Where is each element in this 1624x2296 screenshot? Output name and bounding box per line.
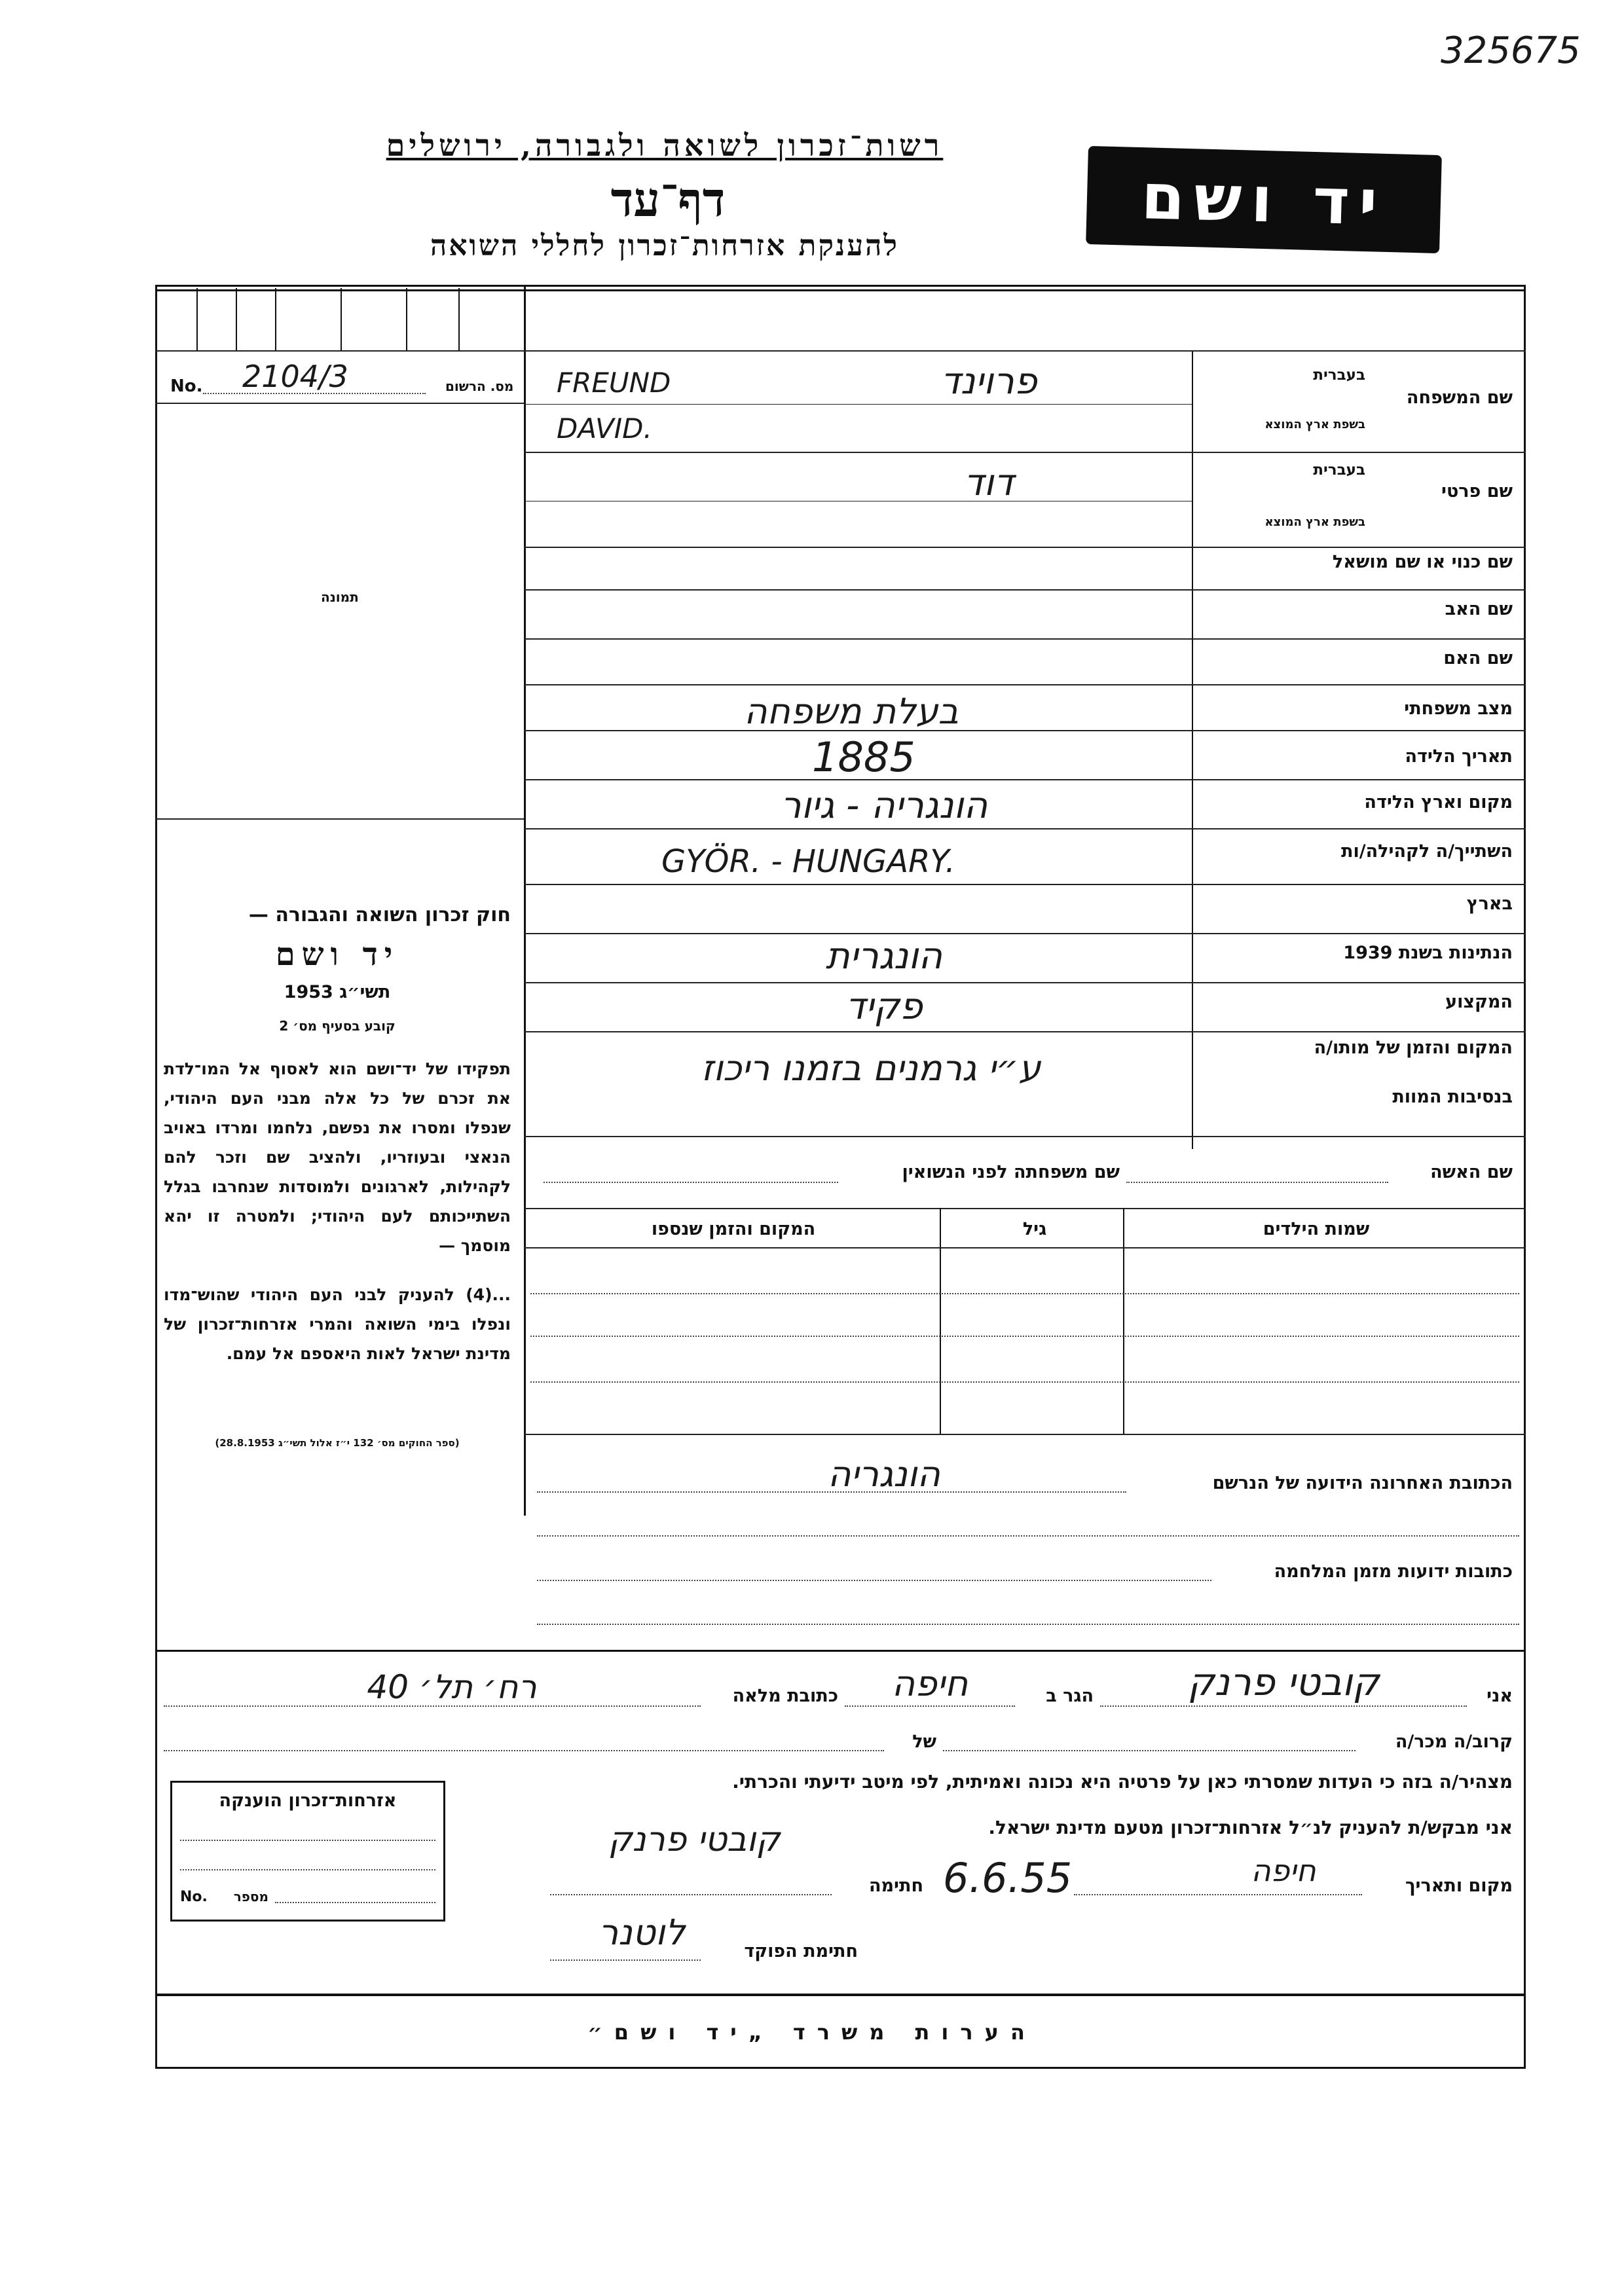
citizenship-number-label: מספר [233, 1889, 268, 1904]
last-address-label: הכתובת האחרונה הידועה של הנרשם [1212, 1473, 1513, 1493]
family-name-hebrew-label: בעברית [1313, 367, 1365, 384]
officer-signature: לוטנר [598, 1912, 686, 1953]
profession-label: המקצוע [1445, 992, 1513, 1012]
first-name-hebrew: דוד [963, 462, 1014, 504]
death-circumstances-label: בנסיבות המוות [1392, 1087, 1513, 1107]
first-name-label: שם פרטי [1441, 481, 1513, 501]
declaration-place: חיפה [1251, 1853, 1316, 1888]
law-title: חוק זכרון השואה והגבורה — [248, 903, 511, 926]
full-address-label: כתובת מלאה [732, 1686, 838, 1706]
law-clause: קובע בסעיף מס׳ 2 [279, 1018, 396, 1034]
declarant-i-label: אני [1486, 1686, 1513, 1706]
marital-label: מצב משפחתי [1404, 699, 1513, 719]
declarant-name: קובטי פרנק [1187, 1660, 1380, 1704]
birth-date-label: תאריך הלידה [1405, 746, 1513, 767]
family-name-label: שם המשפחה [1406, 388, 1513, 408]
maiden-name-label: שם משפחתה לפני הנשואין [902, 1162, 1120, 1182]
yad-vashem-logo: יד ושם [1086, 146, 1442, 253]
community-value: GYÖR. - HUNGARY. [661, 843, 955, 880]
first-name-latin: DAVID. [557, 412, 652, 445]
children-header-names: שמות הילדים [1263, 1219, 1370, 1239]
law-source: (ספר החוקים מס׳ 132 י״ז אלול תשי״ג 28.8.1953) [215, 1437, 460, 1449]
of-label: של [912, 1732, 936, 1752]
marital-value: בעלת משפחה [744, 691, 959, 732]
first-name-hebrew-label: בעברית [1313, 462, 1365, 479]
family-name-country-label: בשפת ארץ המוצא [1264, 418, 1365, 431]
registration-no-value: 2104/3 [242, 359, 348, 394]
officer-signature-label: חתימת הפוקד [744, 1941, 858, 1961]
wife-label: שם האשה [1430, 1162, 1513, 1182]
birth-place-label: מקום וארץ הלידה [1364, 792, 1513, 812]
community-label: השתייך/ה לקהילה/ות [1341, 841, 1513, 862]
signature-label: חתימה [868, 1876, 923, 1896]
registration-no-label: No. [170, 376, 203, 396]
office-notes: הערות משרד „יד ושם״ [587, 2020, 1037, 2045]
citizenship-no-label: No. [180, 1889, 208, 1905]
citizenship-granted-title: אזרחות־זכרון הוענקה [219, 1791, 397, 1811]
children-header-place: המקום והזמן שנספו [651, 1219, 816, 1239]
archive-number: 325675 [1441, 29, 1581, 72]
statement-2: אני מבקש/ת להעניק לנ״ל אזרחות־זכרון מטעם מדינת ישראל. [988, 1817, 1513, 1838]
form-subtitle: להענקת אזרחות־זכרון לחללי השואה [430, 229, 899, 263]
authority-line: רשות־זכרון לשואה ולגבורה, ירושלים [386, 128, 944, 163]
first-name-country-label: בשפת ארץ המוצא [1264, 515, 1365, 529]
wartime-address-label: כתובות ידועות מזמן המלחמה [1274, 1561, 1513, 1582]
declaration-date: 6.6.55 [943, 1854, 1073, 1902]
statement-1: מצהיר/ה בזה כי העדות שמסרתי כאן על פרטיה היא נכונה ואמיתית, לפי מיטב ידיעתי והכרתי. [732, 1771, 1513, 1793]
nickname-label: שם כנוי או שם מושאל [1332, 552, 1513, 572]
father-label: שם האב [1445, 599, 1513, 619]
family-name-latin: FREUND [557, 367, 671, 399]
place-date-label: מקום ותאריך [1405, 1876, 1513, 1896]
citizenship-1939-value: הונגרית [825, 935, 943, 977]
law-name: יד ושם [275, 936, 399, 973]
birth-place-value: הונגריה - גיור [780, 784, 988, 827]
citizenship-1939-label: הנתינות בשנת 1939 [1343, 943, 1513, 963]
relative-label: קרוב/ה מכר/ה [1395, 1732, 1513, 1752]
country-label: בארץ [1466, 894, 1513, 914]
resident-label: הגר ב [1046, 1686, 1094, 1706]
law-text-2: ...(4) להעניק לבני העם היהודי שהוש־מדו ונפלו בימי השואה והמרי אזרחות־זכרון של מדינת ישראל לאות היאספם אל עמם. [164, 1285, 511, 1363]
profession-value: פקיד [845, 985, 923, 1028]
birth-date-value: 1885 [812, 733, 915, 781]
death-value: ע״י גרמנים בזמנו ריכוז [701, 1048, 1041, 1089]
photo-label: תמונה [321, 589, 359, 605]
death-label: המקום והזמן של מותו/ה [1314, 1038, 1513, 1058]
children-header-age: גיל [1022, 1219, 1047, 1239]
declarant-signature: קובטי פרנק [608, 1820, 781, 1859]
law-text-1: תפקידו של יד־ושם הוא לאסוף אל המו־לדת את זכרם של כל אלה מבני העם היהודי, שנפלו ומסרו את נפשם, נלחמו ומרדו באויב הנאצי ובעוזריו, ולהציב שם וזכר להם לקהילות, לארגונים ולמוסדות שנחרבו בגלל השתייכותם לעם היהודי; ולמטרה זו יהא מוסמך — [164, 1059, 511, 1255]
declarant-address: רח׳ תל׳ 40 [367, 1668, 537, 1706]
mother-label: שם האם [1443, 648, 1513, 668]
family-name-hebrew: פרוינד [940, 360, 1037, 403]
law-year: תשי״ג 1953 [284, 982, 391, 1002]
form-title: דף־עד [610, 172, 726, 227]
registration-he-label: מס. הרשום [445, 378, 514, 394]
declarant-city: חיפה [891, 1663, 969, 1704]
last-address-value: הונגריה [828, 1453, 940, 1495]
